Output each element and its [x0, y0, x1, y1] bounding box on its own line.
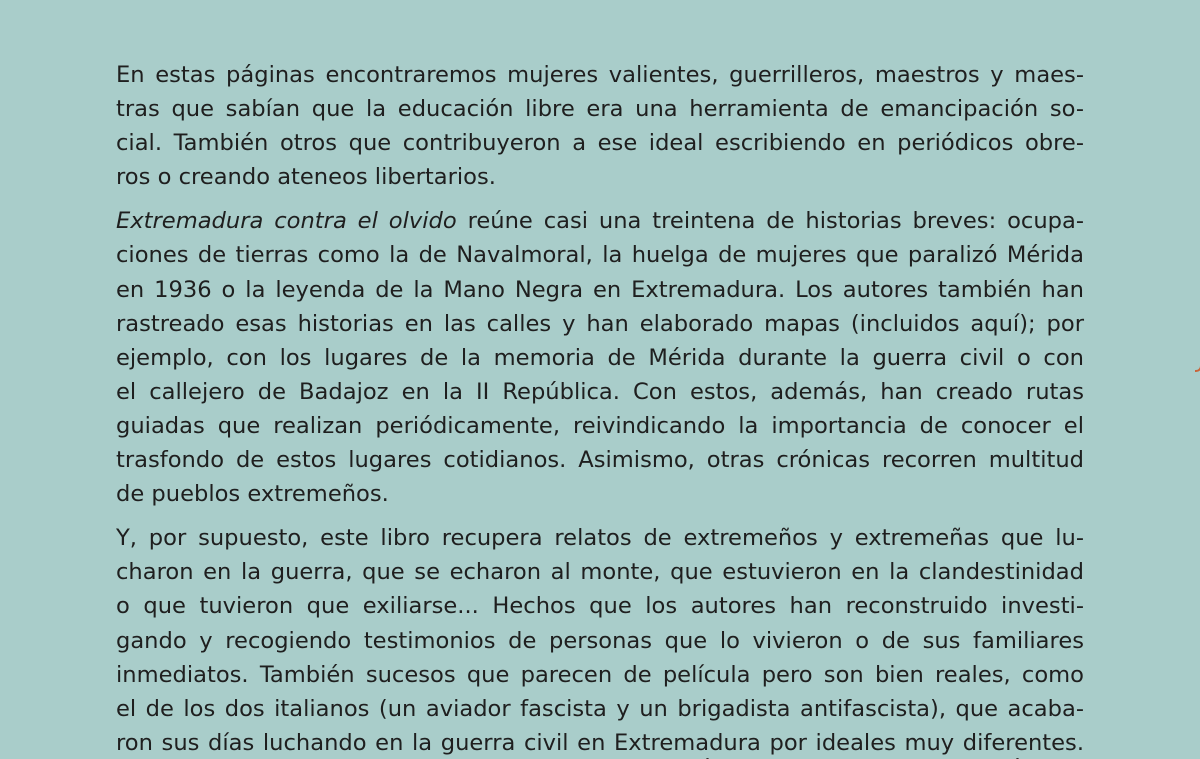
text-line: el de los dos italianos (un aviador fascista y un brigadista antifascista), que acaba- [116, 695, 1084, 722]
text-line: ros o creando ateneos libertarios. [116, 164, 496, 191]
text-line: ron sus días luchando en la guerra civil en Extremadura por ideales muy diferentes. [116, 729, 1084, 756]
text-line-with-title [116, 204, 1084, 238]
text-line: guiadas que realizan periódicamente, reivindicando la importancia de conocer el [116, 412, 1084, 439]
text-line: inmediatos. También sucesos que parecen de película pero son bien reales, como [116, 661, 1084, 688]
text-line: el callejero de Badajoz en la II República. Con estos, además, han creado rutas [116, 378, 1084, 405]
book-title: Extremadura contra el olvido [116, 208, 457, 235]
cropped-next-line [116, 748, 1084, 759]
text-line-rest: reúne casi una treintena de historias breves: ocupa- [456, 208, 1084, 235]
paragraph-1 [116, 58, 1084, 194]
text-line: gando y recogiendo testimonios de personas que lo vivieron o de sus familiares [116, 627, 1084, 654]
text-line: cial. También otros que contribuyeron a ese ideal escribiendo en periódicos obre- [116, 130, 1084, 157]
text-line: Y, por supuesto, este libro recupera relatos de extremeños y extremeñas que lu- [116, 525, 1084, 552]
text-line: ejemplo, con los lugares de la memoria de Mérida durante la guerra civil o con [116, 344, 1084, 371]
paragraph-3 [116, 521, 1084, 759]
text-line: o que tuvieron que exiliarse... Hechos que los autores han reconstruido investi- [116, 593, 1084, 620]
text-line: charon en la guerra, que se echaron al monte, que estuvieron en la clandestinidad [116, 559, 1084, 586]
text-line: de pueblos extremeños. [116, 481, 389, 508]
text-line: tras que sabían que la educación libre era una herramienta de emancipación so- [116, 96, 1084, 123]
text-line: rastreado esas historias en las calles y han elaborado mapas (incluidos aquí); por [116, 310, 1084, 337]
text-line: En estas páginas encontraremos mujeres valientes, guerrilleros, maestros y maes- [116, 62, 1084, 88]
text-line: ciones de tierras como la de Navalmoral, la huelga de mujeres que paralizó Mérida [116, 242, 1084, 269]
text-line: en 1936 o la leyenda de la Mano Negra en Extremadura. Los autores también han [116, 276, 1084, 303]
paragraph-2 [116, 204, 1084, 511]
page-edge-ornament [1195, 362, 1200, 372]
body-text [116, 58, 1084, 759]
text-line: trasfondo de estos lugares cotidianos. Asimismo, otras crónicas recorren multitud [116, 447, 1084, 474]
